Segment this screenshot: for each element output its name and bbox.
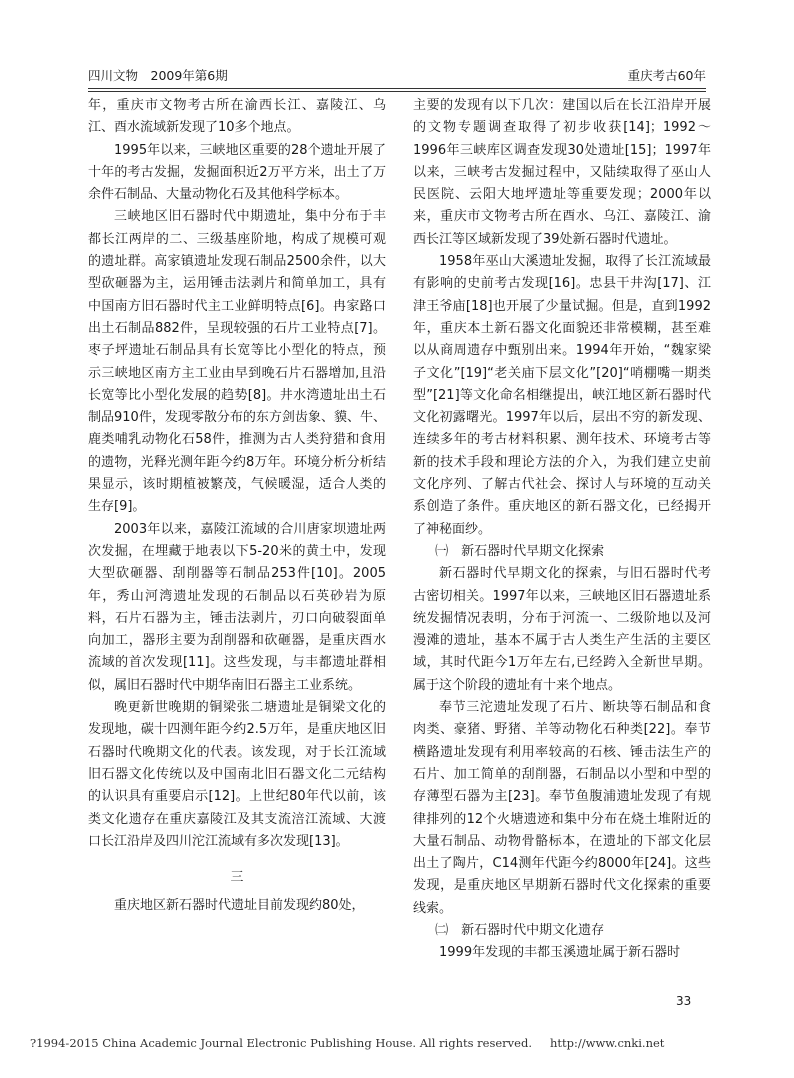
paragraph: 三峡地区旧石器时代中期遗址，集中分布于丰都长江两岸的二、三级基座阶地，构成了规模可观的遗址群。高家镇遗址发现石制品2500余件，以大型砍砸器为主，运用锤击法剥片和简单加工，具有中国南方旧石器时代主工业鲜明特点[6]。冉家路口出土石制品882件，呈现较强的石片工业特点[7]。枣子坪遗址石制品具有长宽等比小型化的特点，预示三峡地区南方主工业由早到晚石片石器增加,且沿长宽等比小型化发展的趋势[8]。井水湾遗址出土石制品910件，发现零散分布的东方剑齿象、貘、牛、鹿类哺乳动物化石58件，推测为古人类狩猎和食用的遗物，光释光测年距今约8万年。环境分析分析结果显示，该时期植被繁茂，气候暖湿，适合人类的生存[9]。 <box>88 209 386 515</box>
paragraph: 重庆地区新石器时代遗址目前发现约80处， <box>114 898 365 914</box>
footer <box>30 1036 764 1050</box>
article-title: 重庆考古60年 <box>627 68 706 83</box>
page-number: 33 <box>676 994 692 1008</box>
paragraph: 1999年发现的丰都玉溪遗址属于新石器时 <box>439 945 681 961</box>
subsection-heading: ㈠ 新石器时代早期文化探索 <box>435 543 605 559</box>
paragraph: 2003年以来，嘉陵江流域的合川唐家坝遗址两次发掘，在埋藏于地表以下5-20米的黄土中，发现大型砍砸器、刮削器等石制品253件[10]。2005年，秀山河湾遗址发现的石制品以石英砂岩为原料，石片石器为主，锤击法剥片，刃口向破裂面单向加工，器形主要为刮削器和砍砸器，是重庆酉水流域的首次发现[11]。这些发现，与丰都遗址群相似，属旧石器时代中期华南旧石器主工业系统。 <box>88 521 386 693</box>
left-column <box>88 95 386 985</box>
paragraph: 1995年以来，三峡地区重要的28个遗址开展了十年的考古发掘，发掘面积近2万平方米，出土了万余件石制品、大量动物化石及其他科学标本。 <box>88 142 386 203</box>
paragraph: 新石器时代早期文化的探索，与旧石器时代考古密切相关。1997年以来，三峡地区旧石器遗址系统发掘情况表明，分布于河流一、二级阶地以及河漫滩的遗址，基本不属于古人类生产生活的主要区域，其时代距今1万年左右,已经跨入全新世早期。属于这个阶段的遗址有十来个地点。 <box>413 566 711 693</box>
copyright-text: ?1994-2015 China Academic Journal Electronic Publishing House. All rights reserved. <box>30 1036 532 1050</box>
right-column <box>413 95 711 985</box>
paragraph: 奉节三沱遗址发现了石片、断块等石制品和食肉类、豪猪、野猪、羊等动物化石种类[22]。奉节横路遗址发现有利用率较高的石核、锤击法生产的石片、加工简单的刮削器，石制品以小型和中型的存薄型石器为主[23]。奉节鱼腹浦遗址发现了有规律排列的12个火塘遗迹和集中分布在烧土堆附近的大量石制品、动物骨骼标本，在遗址的下部文化层出土了陶片，C14测年代距今约8000年[24]。这些发现，是重庆地区早期新石器时代文化探索的重要线索。 <box>413 700 711 916</box>
journal-issue: 四川文物 2009年第6期 <box>88 68 228 83</box>
paragraph: 1958年巫山大溪遗址发掘，取得了长江流域最有影响的史前考古发现[16]。忠县干井沟[17]、江津王爷庙[18]也开展了少量试掘。但是，直到1992年，重庆本土新石器文化面貌还非常模糊，甚至难以从商周遗存中甄别出来。1994年开始，“魏家梁子文化”[19]“老关庙下层文化”[20]“哨棚嘴一期类型”[21]等文化命名相继提出，峡江地区新石器时代文化初露曙光。1997年以后，层出不穷的新发现、连续多年的考古材料积累、测年技术、环境考古等新的技术手段和理论方法的介入，为我们建立史前文化序列、了解古代社会、探讨人与环境的互动关系创造了条件。重庆地区的新石器文化，已经揭开了神秘面纱。 <box>413 254 711 537</box>
footer-url: http://www.cnki.net <box>549 1036 665 1050</box>
paragraph: 晚更新世晚期的铜梁张二塘遗址是铜梁文化的发现地，碳十四测年距今约2.5万年，是重庆地区旧石器时代晚期文化的代表。该发现，对于长江流域旧石器文化传统以及中国南北旧石器文化二元结构的认识具有重要启示[12]。上世纪80年代以前，该类文化遗存在重庆嘉陵江及其支流涪江流域、大渡口长江沿岸及四川沱江流域有多次发现[13]。 <box>88 700 386 849</box>
paragraph: 年，重庆市文物考古所在渝西长江、嘉陵江、乌江、酉水流域新发现了10多个地点。 <box>88 98 386 136</box>
paragraph: 主要的发现有以下几次：建国以后在长江沿岸开展的文物专题调查取得了初步收获[14]；1992～1996年三峡库区调查发现30处遗址[15]；1997年以来，三峡考古发掘过程中，又陆续取得了巫山人民医院、云阳大地坪遗址等重要发现；2000年以来，重庆市文物考古所在酉水、乌江、嘉陵江、渝西长江等区域新发现了39处新石器时代遗址。 <box>413 98 711 247</box>
section-heading: 三 <box>230 870 244 886</box>
header-rule-bottom <box>88 91 706 92</box>
subsection-heading: ㈡ 新石器时代中期文化遗存 <box>435 922 605 938</box>
running-header <box>88 66 706 86</box>
header-rule-top <box>88 88 706 89</box>
